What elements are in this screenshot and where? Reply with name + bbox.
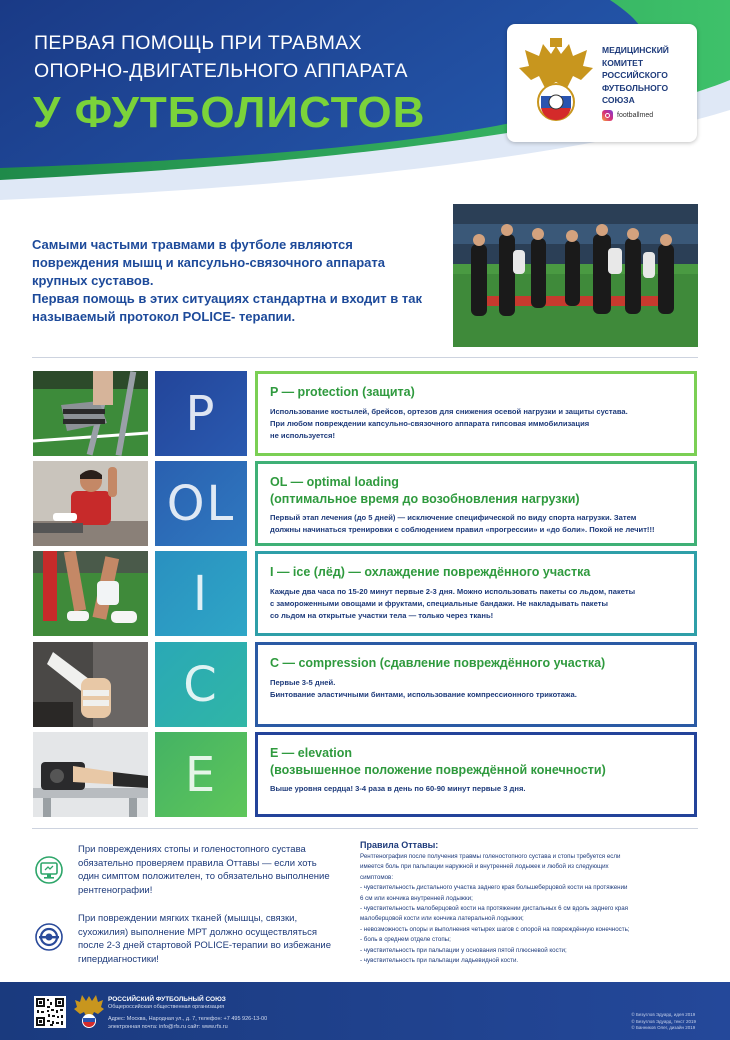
row-desc-line: Использование костылей, брейсов, ортезов для снижения осевой нагрузки и защиты сустава. bbox=[270, 407, 628, 416]
intro-paragraph-1: Самыми частыми травмами в футболе являются повреждения мышц и капсульно-связочного аппарата крупных суставов. bbox=[32, 237, 385, 288]
ottawa-line: - чувствительность дистального участка заднего края большеберцовой кости на протяжении bbox=[360, 884, 628, 892]
row-desc-line: При любом повреждении капсульно-связочного аппарата гипсовая иммобилизация bbox=[270, 419, 590, 428]
bandage-photo-illustration bbox=[33, 642, 148, 727]
logo-org-name bbox=[602, 44, 694, 107]
leg-elevation-photo-illustration bbox=[33, 732, 148, 817]
header bbox=[0, 0, 730, 200]
row-desc-line: Бинтование эластичными бинтами, использование компрессионного трикотажа. bbox=[270, 690, 577, 699]
row-photo-optimal-loading bbox=[33, 461, 148, 546]
row-letter-c: C bbox=[155, 642, 247, 727]
instagram-label: footballmed bbox=[617, 112, 654, 119]
row-desc-line: Первые 3-5 дней. bbox=[270, 678, 336, 687]
footer-org: РОССИЙСКИЙ ФУТБОЛЬНЫЙ СОЮЗ bbox=[108, 996, 226, 1003]
ottawa-line: - чувствительность при пальпации у основания пятой плюсневой кости; bbox=[360, 946, 567, 954]
row-letter-p: P bbox=[155, 371, 247, 456]
row-desc-line: с замороженными овощами и фруктами, специальные бандажи. Не накладывать пакеты bbox=[270, 599, 608, 608]
ice-pack-photo-illustration bbox=[33, 551, 148, 636]
row-desc-line: не используется! bbox=[270, 431, 335, 440]
title-line-3: У ФУТБОЛИСТОВ bbox=[33, 88, 426, 137]
row-box-protection bbox=[255, 371, 697, 456]
row-title-line: (оптимальное время до возобновления нагрузки) bbox=[270, 492, 580, 506]
row-box-ice bbox=[255, 551, 697, 636]
row-desc-elevation bbox=[270, 783, 680, 795]
row-desc-protection bbox=[270, 406, 680, 442]
ottawa-line: 6 см или кончика внутренней лодыжки; bbox=[360, 894, 473, 902]
ottawa-rules bbox=[360, 840, 700, 966]
org-line-5: СОЮЗА bbox=[602, 95, 635, 105]
org-line-1: МЕДИЦИНСКИЙ bbox=[602, 45, 669, 55]
ottawa-line: - невозможность опоры и выполнения четырех шагов с опорой на повреждённую конечность; bbox=[360, 925, 630, 933]
row-title-line: E — elevation bbox=[270, 746, 352, 760]
ottawa-line: малоберцовой кости или кончика латеральной лодыжки; bbox=[360, 915, 524, 923]
ottawa-line: - чувствительность малоберцовой кости на протяжении дистальных 6 см вдоль заднего края bbox=[360, 905, 629, 913]
instagram-icon bbox=[602, 110, 613, 121]
ottawa-line: имеется боль при пальпации наружной и внутренней лодыжек и любой из следующих bbox=[360, 863, 609, 871]
footer-credits bbox=[631, 1012, 696, 1032]
crutch-photo-illustration bbox=[33, 371, 148, 456]
row-title-ice: I — ice (лёд) — охлаждение повреждённого участка bbox=[270, 565, 591, 579]
stretcher-photo-illustration bbox=[453, 204, 698, 347]
player-gym-photo-illustration bbox=[33, 461, 148, 546]
row-desc-ice bbox=[270, 586, 680, 622]
row-title-protection: P — protection (защита) bbox=[270, 385, 415, 399]
title-line-2: ОПОРНО-ДВИГАТЕЛЬНОГО АППАРАТА bbox=[34, 60, 408, 82]
ottawa-line: Рентгенография после получения травмы голеностопного сустава и стопы требуется если bbox=[360, 853, 621, 860]
xray-note: При повреждениях стопы и голеностопного сустава обязательно проверяем правила Оттавы — если хоть один симптом положителен, то обязательно выполнение рентгенографии! bbox=[78, 844, 330, 896]
row-desc-line: Первый этап лечения (до 5 дней) — исключение специфической по виду спорта нагрузки. Затем bbox=[270, 513, 637, 522]
row-box-optimal-loading bbox=[255, 461, 697, 546]
credit-line: © Безуглов Эдуард, текст 2019 bbox=[631, 1018, 696, 1024]
row-desc-line: Выше уровня сердца! 3-4 раза в день по 60-90 минут первые 3 дня. bbox=[270, 784, 526, 793]
row-photo-protection bbox=[33, 371, 148, 456]
eagle-emblem-icon bbox=[517, 36, 595, 132]
footer-org-sub: Общероссийская общественная организация bbox=[108, 1004, 225, 1010]
ottawa-line: - боль в среднем отделе стопы; bbox=[360, 936, 451, 944]
credit-line: © Банников Олег, дизайн 2019 bbox=[631, 1025, 696, 1030]
row-letter-ol: OL bbox=[155, 461, 247, 546]
org-line-3: РОССИЙСКОГО bbox=[602, 70, 668, 80]
ottawa-lines bbox=[360, 852, 700, 966]
rfs-emblem-icon bbox=[74, 992, 104, 1030]
row-title-compression: C — compression (сдавление повреждённого участка) bbox=[270, 656, 606, 670]
ottawa-line: - чувствительность при пальпации ладьевидной кости. bbox=[360, 957, 519, 965]
org-line-2: КОМИТЕТ bbox=[602, 57, 644, 68]
footer bbox=[0, 982, 730, 1040]
footer-contacts[interactable]: электронная почта: info@rfs.ru сайт: www.rfs.ru bbox=[108, 1024, 228, 1030]
footer-address: Адрес: Москва, Народная ул., д. 7, телефон: +7 495 926-13-00 bbox=[108, 1016, 268, 1022]
row-photo-elevation bbox=[33, 732, 148, 817]
qr-code-icon[interactable] bbox=[34, 996, 66, 1028]
org-line-4: ФУТБОЛЬНОГО bbox=[602, 82, 669, 93]
credit-line: © Безуглов Эдуард, идея 2019 bbox=[631, 1012, 696, 1017]
title-line-1: ПЕРВАЯ ПОМОЩЬ ПРИ ТРАВМАХ bbox=[34, 32, 362, 54]
ottawa-line: симптомов: bbox=[360, 873, 394, 881]
row-title-optimal-loading bbox=[270, 474, 680, 508]
row-title-line: OL — optimal loading bbox=[270, 475, 399, 489]
ottawa-title: Правила Оттавы: bbox=[360, 840, 439, 850]
row-box-elevation bbox=[255, 732, 697, 817]
stretcher-photo bbox=[453, 204, 698, 347]
row-desc-line: должны начинаться тренировки с соблюдением правил «прогрессии» и «до боли». Покой не лечит!!! bbox=[270, 525, 655, 534]
divider-top bbox=[32, 357, 698, 358]
xray-monitor-icon bbox=[35, 856, 63, 884]
mri-scanner-icon bbox=[35, 923, 63, 951]
row-desc-line: Каждые два часа по 15-20 минут первые 2-3 дня. Можно использовать пакеты со льдом, пакеты bbox=[270, 587, 636, 596]
logo-card bbox=[507, 24, 697, 142]
row-letter-i: I bbox=[155, 551, 247, 636]
row-desc-line: со льдом на открытые участки тела — только через ткань! bbox=[270, 611, 494, 620]
divider-bottom bbox=[32, 828, 698, 829]
instagram-handle[interactable] bbox=[602, 110, 653, 121]
row-desc-compression bbox=[270, 677, 680, 701]
row-title-line: (возвышенное положение повреждённой конечности) bbox=[270, 763, 606, 777]
row-photo-compression bbox=[33, 642, 148, 727]
row-title-elevation bbox=[270, 745, 680, 779]
row-photo-ice bbox=[33, 551, 148, 636]
row-box-compression bbox=[255, 642, 697, 727]
intro-paragraph-2: Первая помощь в этих ситуациях стандартна и входит в так называемый протокол POLICE- терапии. bbox=[32, 291, 422, 324]
row-desc-optimal-loading bbox=[270, 512, 680, 536]
mri-note: При повреждении мягких тканей (мышцы, связки, сухожилия) выполнение МРТ должно осуществляться после 2-3 дней стартовой POLICE-терапии во избежание гипердиагностики! bbox=[78, 913, 331, 965]
row-letter-e: E bbox=[155, 732, 247, 817]
